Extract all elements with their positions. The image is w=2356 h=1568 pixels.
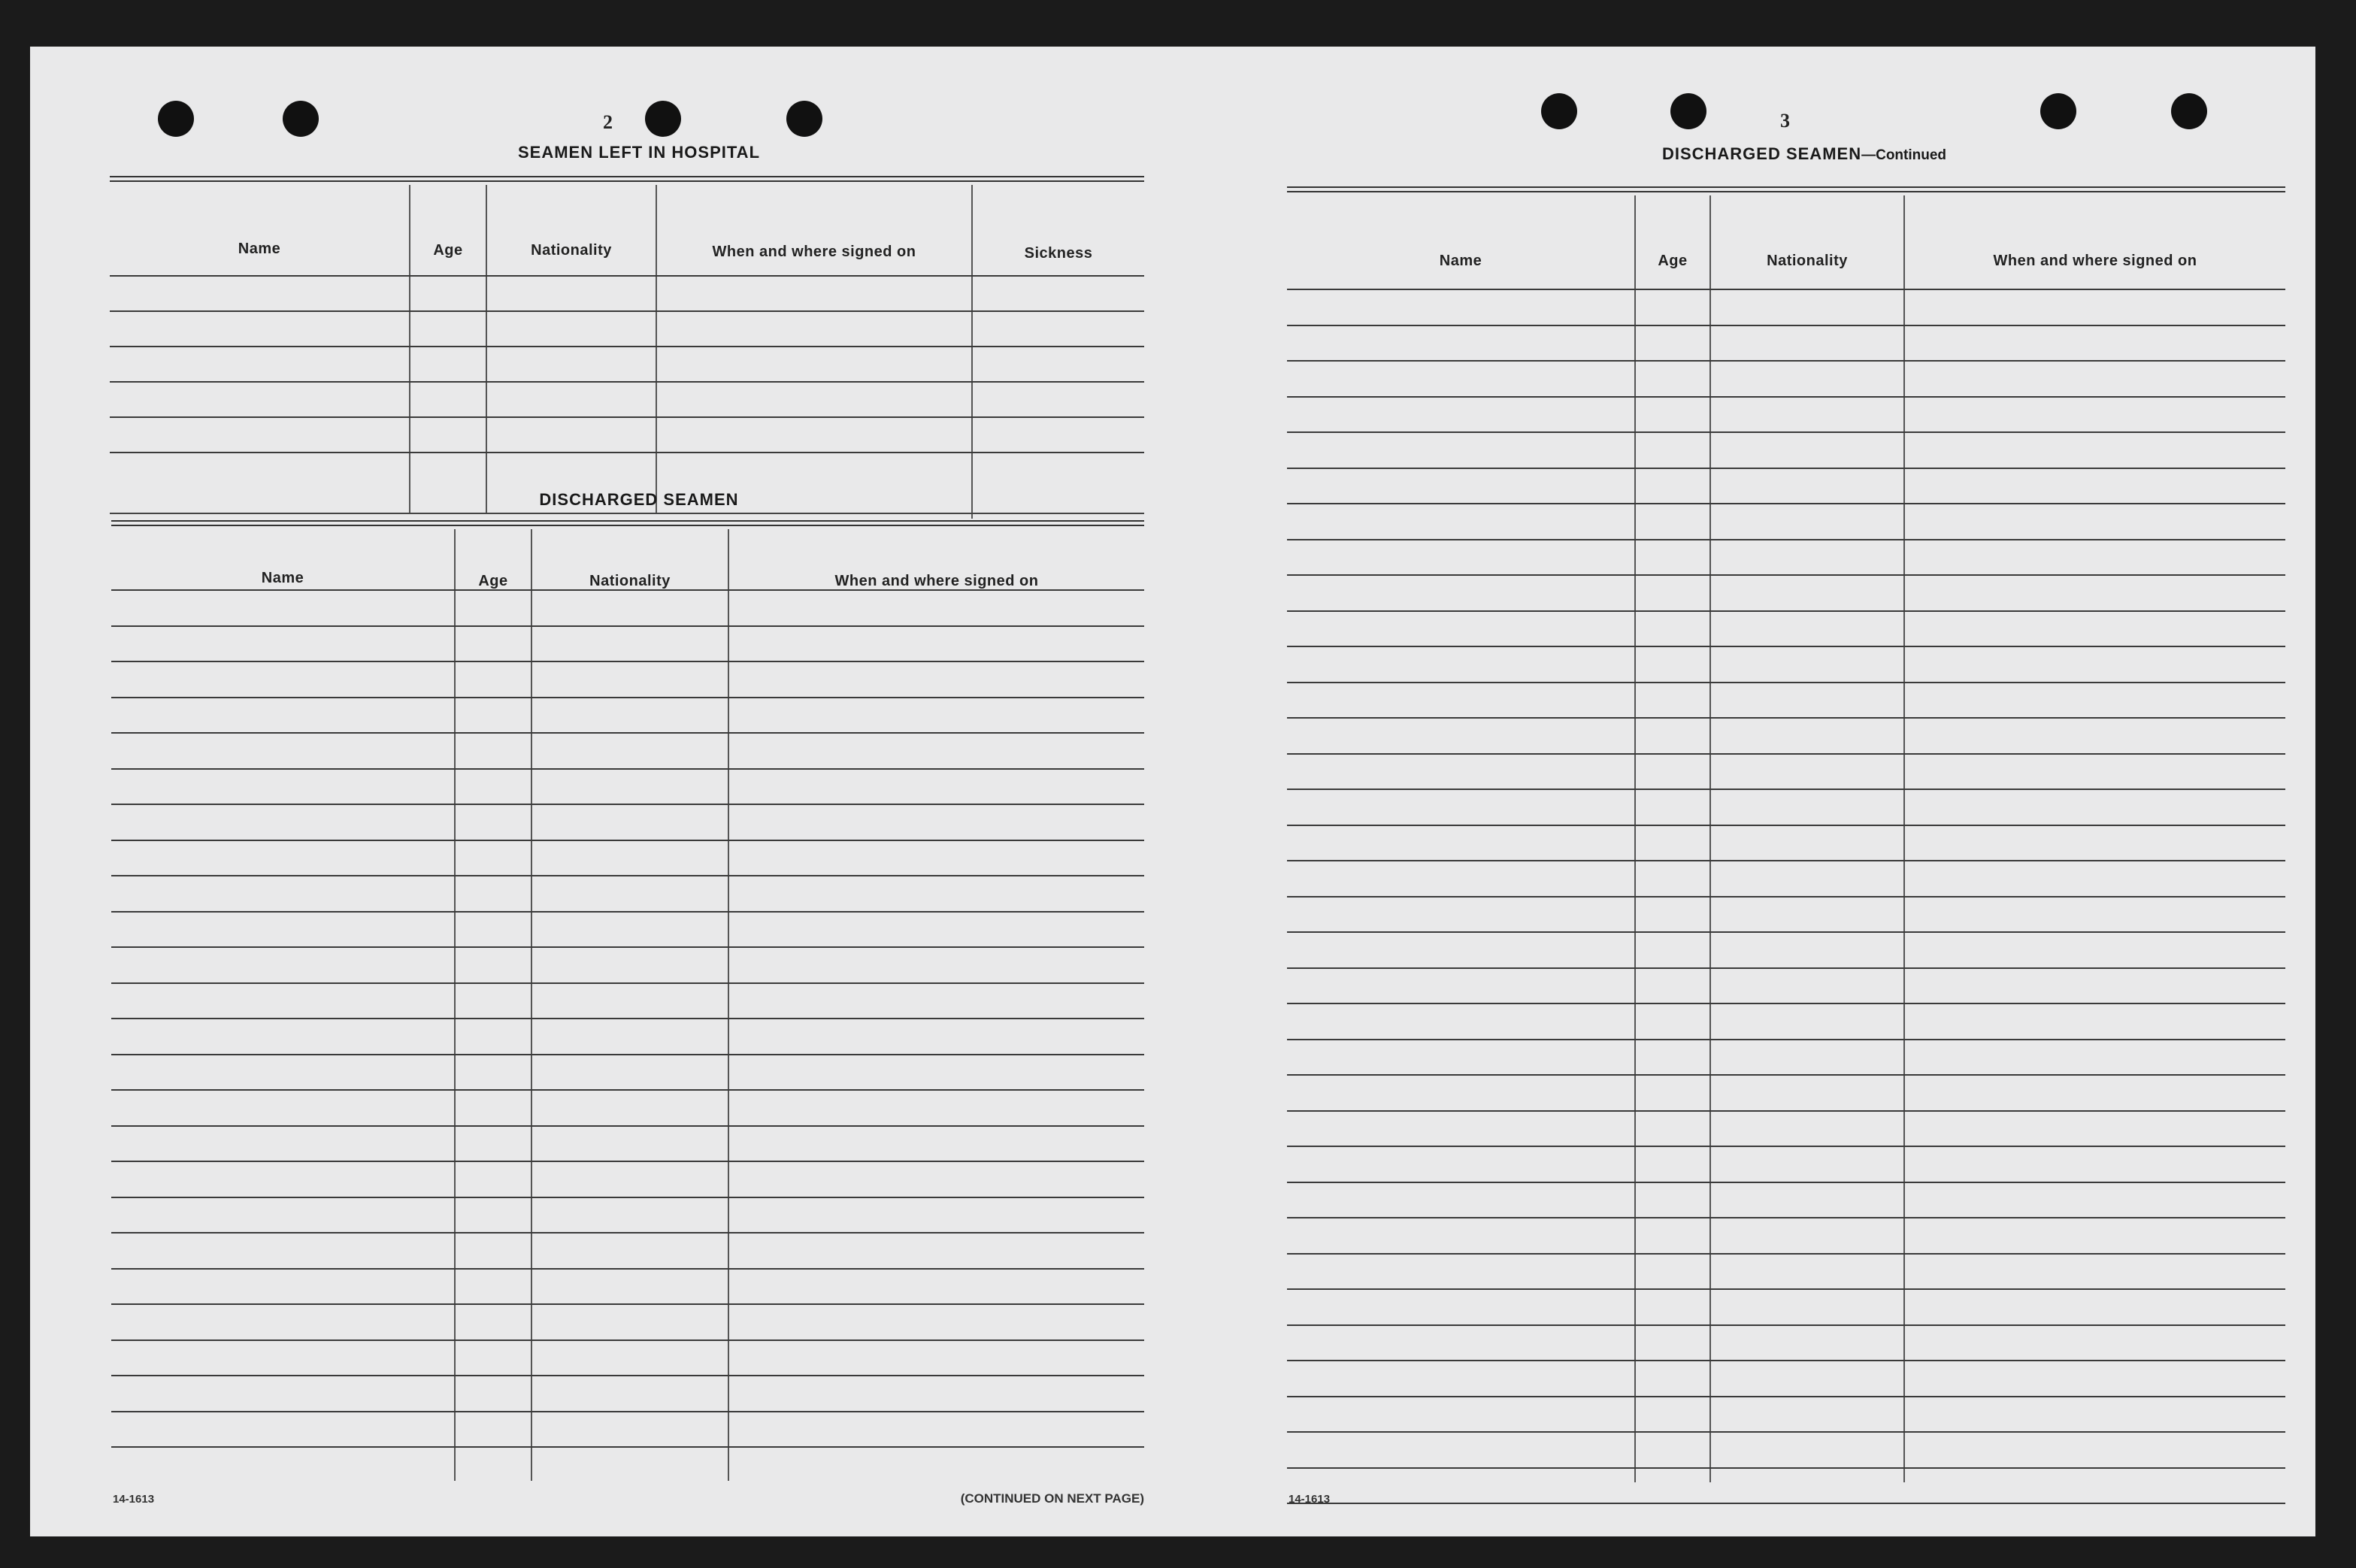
column-divider bbox=[971, 185, 973, 519]
hospital-section-title: SEAMEN LEFT IN HOSPITAL bbox=[517, 143, 761, 162]
table-row-rule bbox=[111, 1089, 1144, 1091]
table-row-rule bbox=[111, 840, 1144, 841]
left-page bbox=[30, 47, 1188, 1536]
table-row-rule bbox=[1287, 682, 2285, 683]
title-rule bbox=[110, 176, 1144, 182]
table-row-rule bbox=[111, 768, 1144, 770]
table-row-rule bbox=[1287, 1396, 2285, 1397]
table-row-rule bbox=[1287, 1360, 2285, 1361]
table-row-rule bbox=[110, 346, 1144, 347]
table-row-rule bbox=[1287, 1431, 2285, 1433]
discharged-section-title: DISCHARGED SEAMEN bbox=[539, 490, 739, 509]
table-row-rule bbox=[1287, 468, 2285, 469]
table-row-rule bbox=[111, 1411, 1144, 1412]
table-row-rule bbox=[111, 1339, 1144, 1341]
punch-hole bbox=[786, 101, 822, 137]
table-row-rule bbox=[1287, 539, 2285, 540]
punch-hole bbox=[1670, 93, 1706, 129]
column-header-age: Age bbox=[433, 242, 463, 259]
table-bottom-rule bbox=[110, 513, 1144, 514]
table-row-rule bbox=[111, 589, 1144, 591]
table-row-rule bbox=[110, 310, 1144, 312]
column-divider bbox=[454, 529, 456, 1481]
punch-hole bbox=[283, 101, 319, 137]
table-row-rule bbox=[1287, 325, 2285, 326]
table-row-rule bbox=[111, 1268, 1144, 1270]
punch-hole bbox=[2171, 93, 2207, 129]
column-header-signed-on: When and where signed on bbox=[712, 244, 916, 260]
table-row-rule bbox=[1287, 1288, 2285, 1290]
table-row-rule bbox=[111, 982, 1144, 984]
table-row-rule bbox=[111, 946, 1144, 948]
form-spread bbox=[30, 47, 2315, 1536]
discharged-continued-title bbox=[1534, 144, 2075, 164]
table-row-rule bbox=[111, 732, 1144, 734]
title-text: DISCHARGED SEAMEN bbox=[1661, 144, 1862, 163]
title-suffix: —Continued bbox=[1861, 147, 1947, 163]
table-row-rule bbox=[111, 697, 1144, 698]
discharged-table bbox=[111, 529, 1144, 1481]
table-row-rule bbox=[111, 625, 1144, 627]
table-row-rule bbox=[111, 1446, 1144, 1448]
table-row-rule bbox=[1287, 1503, 2285, 1504]
table-row-rule bbox=[1287, 610, 2285, 612]
discharged-continued-table bbox=[1287, 195, 2285, 1482]
right-page bbox=[1188, 47, 2315, 1536]
table-row-rule bbox=[111, 1018, 1144, 1019]
column-divider bbox=[486, 185, 487, 513]
table-row-rule bbox=[110, 416, 1144, 418]
title-rule bbox=[1287, 186, 2285, 192]
table-row-rule bbox=[1287, 1039, 2285, 1040]
table-row-rule bbox=[1287, 825, 2285, 826]
column-divider bbox=[656, 185, 657, 513]
table-row-rule bbox=[111, 1303, 1144, 1305]
table-row-rule bbox=[1287, 503, 2285, 504]
table-row-rule bbox=[1287, 1146, 2285, 1147]
table-row-rule bbox=[1287, 967, 2285, 969]
table-row-rule bbox=[1287, 753, 2285, 755]
table-row-rule bbox=[110, 275, 1144, 277]
page-number: 2 bbox=[603, 111, 613, 133]
table-row-rule bbox=[111, 875, 1144, 876]
column-header-nationality: Nationality bbox=[589, 573, 671, 589]
column-header-nationality: Nationality bbox=[1767, 253, 1848, 269]
table-row-rule bbox=[1287, 396, 2285, 398]
table-row-rule bbox=[1287, 646, 2285, 647]
form-number: 14-1613 bbox=[113, 1493, 155, 1506]
column-header-name: Name bbox=[238, 241, 281, 257]
column-header-name: Name bbox=[261, 570, 304, 586]
table-row-rule bbox=[1287, 1003, 2285, 1004]
column-header-age: Age bbox=[1658, 253, 1688, 269]
table-row-rule bbox=[111, 661, 1144, 662]
table-row-rule bbox=[1287, 1324, 2285, 1326]
punch-hole bbox=[158, 101, 194, 137]
continued-note: (CONTINUED ON NEXT PAGE) bbox=[960, 1491, 1144, 1506]
table-row-rule bbox=[1287, 896, 2285, 898]
column-header-signed-on: When and where signed on bbox=[1993, 253, 2197, 269]
page-number: 3 bbox=[1780, 110, 1790, 132]
table-row-rule bbox=[1287, 289, 2285, 290]
column-divider bbox=[728, 529, 729, 1481]
table-row-rule bbox=[111, 1232, 1144, 1234]
column-header-age: Age bbox=[478, 573, 508, 589]
column-divider bbox=[409, 185, 410, 513]
table-row-rule bbox=[1287, 1467, 2285, 1469]
column-header-nationality: Nationality bbox=[531, 242, 612, 259]
table-row-rule bbox=[110, 381, 1144, 383]
table-row-rule bbox=[1287, 931, 2285, 933]
table-row-rule bbox=[111, 1054, 1144, 1055]
form-number: 14-1613 bbox=[1289, 1493, 1331, 1506]
table-row-rule bbox=[111, 1375, 1144, 1376]
hospital-table bbox=[110, 185, 1144, 519]
table-row-rule bbox=[1287, 431, 2285, 433]
table-row-rule bbox=[1287, 1182, 2285, 1183]
table-row-rule bbox=[1287, 1074, 2285, 1076]
table-row-rule bbox=[111, 1161, 1144, 1162]
table-row-rule bbox=[111, 1125, 1144, 1127]
column-header-name: Name bbox=[1439, 253, 1482, 269]
table-row-rule bbox=[111, 1197, 1144, 1198]
table-row-rule bbox=[1287, 360, 2285, 362]
punch-hole bbox=[645, 101, 681, 137]
table-row-rule bbox=[1287, 574, 2285, 576]
column-header-signed-on: When and where signed on bbox=[834, 573, 1039, 589]
punch-hole bbox=[1541, 93, 1577, 129]
table-row-rule bbox=[1287, 860, 2285, 861]
title-rule bbox=[111, 520, 1144, 526]
table-row-rule bbox=[110, 452, 1144, 453]
table-row-rule bbox=[1287, 1110, 2285, 1112]
punch-hole bbox=[2040, 93, 2076, 129]
table-row-rule bbox=[111, 804, 1144, 805]
table-row-rule bbox=[1287, 717, 2285, 719]
column-divider bbox=[531, 529, 532, 1481]
table-row-rule bbox=[1287, 1217, 2285, 1218]
table-row-rule bbox=[1287, 1253, 2285, 1255]
column-header-sickness: Sickness bbox=[1024, 245, 1093, 262]
table-row-rule bbox=[111, 911, 1144, 913]
table-row-rule bbox=[1287, 789, 2285, 790]
